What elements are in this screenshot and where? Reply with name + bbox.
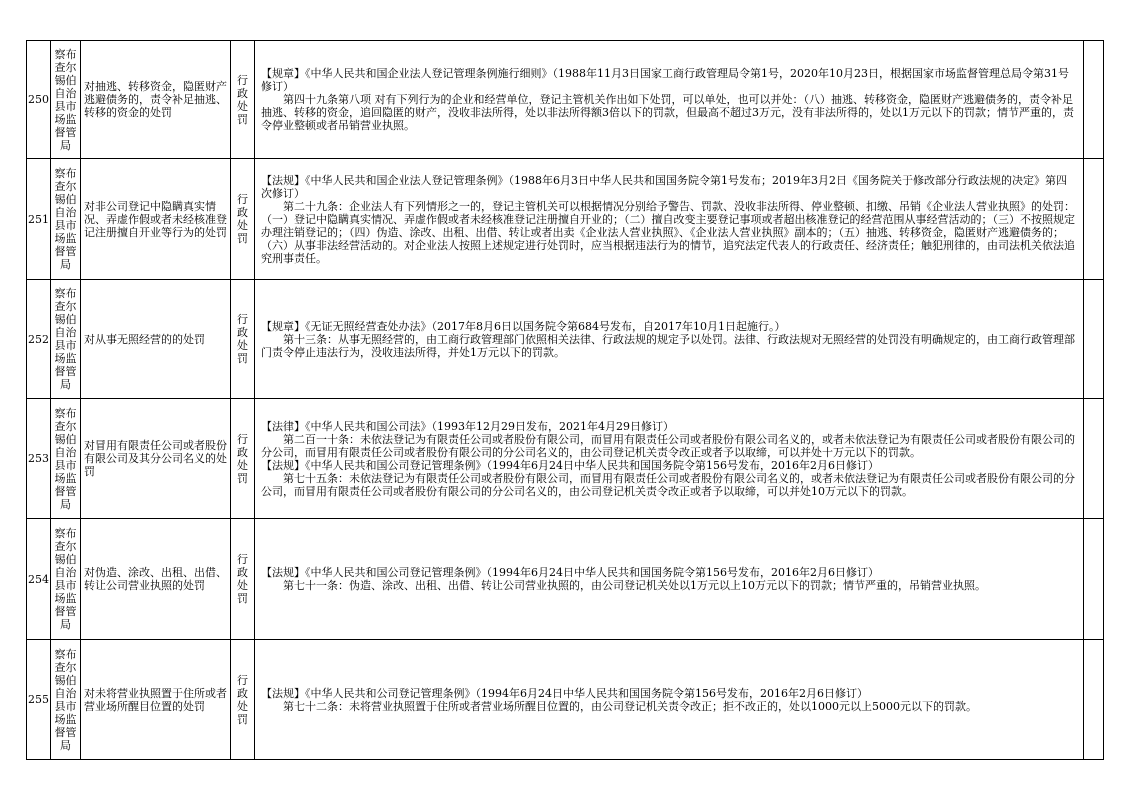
legal-basis-source: 【规章】《中华人民共和国企业法人登记管理条例施行细则》（1988年11月3日国家工商行政管理局令第1号，2020年10月23日，根据国家市场监督管理总局令第31号修订） xyxy=(261,67,1069,93)
legal-basis-source: 【法规】《中华人民共和国公司登记管理条例》（1994年6月24日中华人民共和国国务院令第156号发布，2016年2月6日修订） xyxy=(261,566,879,579)
legal-basis-article: 第二十九条：企业法人有下列情形之一的，登记主管机关可以根据情况分别给予警告、罚款、没收非法所得、停业整顿、扣缴、吊销《企业法人营业执照》的处罚：（一）登记中隐瞒真实情况、弄虚作假或者未经核准登记注册擅自开业的；（二）擅自改变主要登记事项或者超出核准登记的经营范围从事经营活动的；（三）不按照规定办理注销登记的；（四）伪造、涂改、出租、出借、转让或者出卖《企业法人营业执照》、《企业法人营业执照》副本的；（五）抽逃、转移资金，隐匿财产逃避债务的；（六）从事非法经营活动的。对企业法人按照上述规定进行处罚时，应当根据违法行为的情节，追究法定代表人的行政责任、经济责任；触犯刑律的，由司法机关依法追究刑事责任。 xyxy=(261,199,1075,265)
item-name: 对从事无照经营的的处罚 xyxy=(81,280,231,399)
remarks-cell xyxy=(1084,280,1104,399)
department-cell xyxy=(51,41,81,159)
legal-basis-cell xyxy=(255,41,1084,159)
table-row xyxy=(27,640,1104,760)
item-name: 对冒用有限责任公司或者股份有限公司及其分公司名义的处罚 xyxy=(81,399,231,519)
legal-basis-block xyxy=(261,67,1077,132)
department-cell xyxy=(51,640,81,760)
row-number: 254 xyxy=(27,519,51,640)
remarks-cell xyxy=(1084,159,1104,280)
legal-basis-cell xyxy=(255,280,1084,399)
table-row xyxy=(27,280,1104,399)
power-type-cell xyxy=(231,640,255,760)
department-cell xyxy=(51,159,81,280)
legal-basis-block xyxy=(261,566,1077,592)
power-type-cell xyxy=(231,280,255,399)
power-list-table xyxy=(26,40,1104,760)
legal-basis-article: 第七十一条：伪造、涂改、出租、出借、转让公司营业执照的，由公司登记机关处以1万元以上10万元以下的罚款；情节严重的，吊销营业执照。 xyxy=(283,579,986,592)
legal-basis-source: 【法规】《中华人民共和公司登记管理条例》（1994年6月24日中华人民共和国国务院令第156号发布，2016年2月6日修订） xyxy=(261,686,868,700)
legal-basis-article: 第二百一十条：未依法登记为有限责任公司或者股份有限公司，而冒用有限责任公司或者股份有限公司名义的，或者未依法登记为有限责任公司或者股份有限公司的分公司，而冒用有限责任公司或者股份有限公司的分公司名义的，由公司登记机关责令改正或者予以取缔，可以并处十万元以下的罚款。 xyxy=(261,432,1075,459)
remarks-cell xyxy=(1084,41,1104,159)
power-type: 行政处罚 xyxy=(237,193,248,245)
table-row xyxy=(27,159,1104,280)
row-number: 255 xyxy=(27,640,51,760)
department-name: 察布查尔锡伯自治县市场监督管局 xyxy=(54,167,77,271)
legal-basis-article: 第四十九条第八项 对有下列行为的企业和经营单位，登记主管机关作出如下处罚，可以单处，也可以并处：（八）抽逃、转移资金，隐匿财产逃避债务的，责令补足抽逃、转移的资金，追回隐匿的财产，没收非法所得，处以非法所得额3倍以下的罚款，但最高不超过3万元，没有非法所得的，处以1万元以下的罚款；情节严重的，责令停业整顿或者吊销营业执照。 xyxy=(261,93,1074,132)
department-cell xyxy=(51,519,81,640)
remarks-cell xyxy=(1084,640,1104,760)
item-name: 对非公司登记中隐瞒真实情况、弄虚作假或者未经核准登记注册擅自开业等行为的处罚 xyxy=(81,159,231,280)
power-type-cell xyxy=(231,41,255,159)
legal-basis-cell xyxy=(255,519,1084,640)
department-name: 察布查尔锡伯自治县市场监督管局 xyxy=(54,647,77,752)
legal-basis-cell xyxy=(255,640,1084,760)
power-type-cell xyxy=(231,519,255,640)
legal-basis-source: 【法律】《中华人民共和国公司法》（1993年12月29日发布，2021年4月29日修订） xyxy=(261,419,674,433)
legal-basis-block xyxy=(261,459,1077,498)
department-name: 察布查尔锡伯自治县市场监督管局 xyxy=(54,527,77,631)
legal-basis-article: 第七十二条：未将营业执照置于住所或者营业场所醒目位置的，由公司登记机关责令改正；拒不改正的，处以1000元以上5000元以下的罚款。 xyxy=(283,699,977,713)
table-row xyxy=(27,519,1104,640)
power-type-cell xyxy=(231,159,255,280)
legal-basis-article: 第七十五条：未依法登记为有限责任公司或者股份有限公司，而冒用有限责任公司或者股份有限公司名义的，或者未依法登记为有限责任公司或者股份有限公司的分公司，而冒用有限责任公司或者股份有限公司的分公司名义的，由公司登记机关责令改正或者予以取缔，可以并处10万元以下的罚款。 xyxy=(261,471,1075,498)
item-name: 对未将营业执照置于住所或者营业场所醒目位置的处罚 xyxy=(81,640,231,760)
legal-basis-cell xyxy=(255,399,1084,519)
legal-basis-block xyxy=(261,320,1077,359)
row-number: 253 xyxy=(27,399,51,519)
row-number: 251 xyxy=(27,159,51,280)
power-type: 行政处罚 xyxy=(237,313,248,365)
power-type: 行政处罚 xyxy=(237,553,248,605)
table-row xyxy=(27,41,1104,159)
row-number: 252 xyxy=(27,280,51,399)
row-number: 250 xyxy=(27,41,51,159)
department-name: 察布查尔锡伯自治县市场监督管局 xyxy=(54,406,77,511)
table-row xyxy=(27,399,1104,519)
legal-basis-block xyxy=(261,174,1077,265)
legal-basis-source: 【规章】《无证无照经营查处办法》（2017年8月6日以国务院令第684号发布，自2017年10月1日起施行。） xyxy=(261,319,786,333)
remarks-cell xyxy=(1084,519,1104,640)
department-name: 察布查尔锡伯自治县市场监督管局 xyxy=(54,47,77,152)
legal-basis-block xyxy=(261,420,1077,459)
department-cell xyxy=(51,399,81,519)
legal-basis-block xyxy=(261,687,1077,713)
power-type: 行政处罚 xyxy=(237,673,248,726)
department-name: 察布查尔锡伯自治县市场监督管局 xyxy=(54,287,77,391)
power-type: 行政处罚 xyxy=(237,432,248,485)
power-type-cell xyxy=(231,399,255,519)
department-cell xyxy=(51,280,81,399)
table-body xyxy=(27,41,1104,760)
legal-basis-cell xyxy=(255,159,1084,280)
item-name: 对伪造、涂改、出租、出借、转让公司营业执照的处罚 xyxy=(81,519,231,640)
legal-basis-source: 【法规】《中华人民共和国公司登记管理条例》（1994年6月24日中华人民共和国国务院令第156号发布，2016年2月6日修订） xyxy=(261,458,879,472)
remarks-cell xyxy=(1084,399,1104,519)
power-type: 行政处罚 xyxy=(237,73,248,126)
item-name: 对抽逃、转移资金，隐匿财产逃避债务的，责令补足抽逃、转移的资金的处罚 xyxy=(81,41,231,159)
legal-basis-article: 第十三条：从事无照经营的，由工商行政管理部门依照相关法律、行政法规的规定予以处罚。法律、行政法规对无照经营的处罚没有明确规定的，由工商行政管理部门责令停止违法行为，没收违法所得，并处1万元以下的罚款。 xyxy=(261,332,1075,359)
legal-basis-source: 【法规】《中华人民共和国企业法人登记管理条例》（1988年6月3日中华人民共和国国务院令第1号发布；2019年3月2日《国务院关于修改部分行政法规的决定》第四次修订） xyxy=(261,173,1067,200)
